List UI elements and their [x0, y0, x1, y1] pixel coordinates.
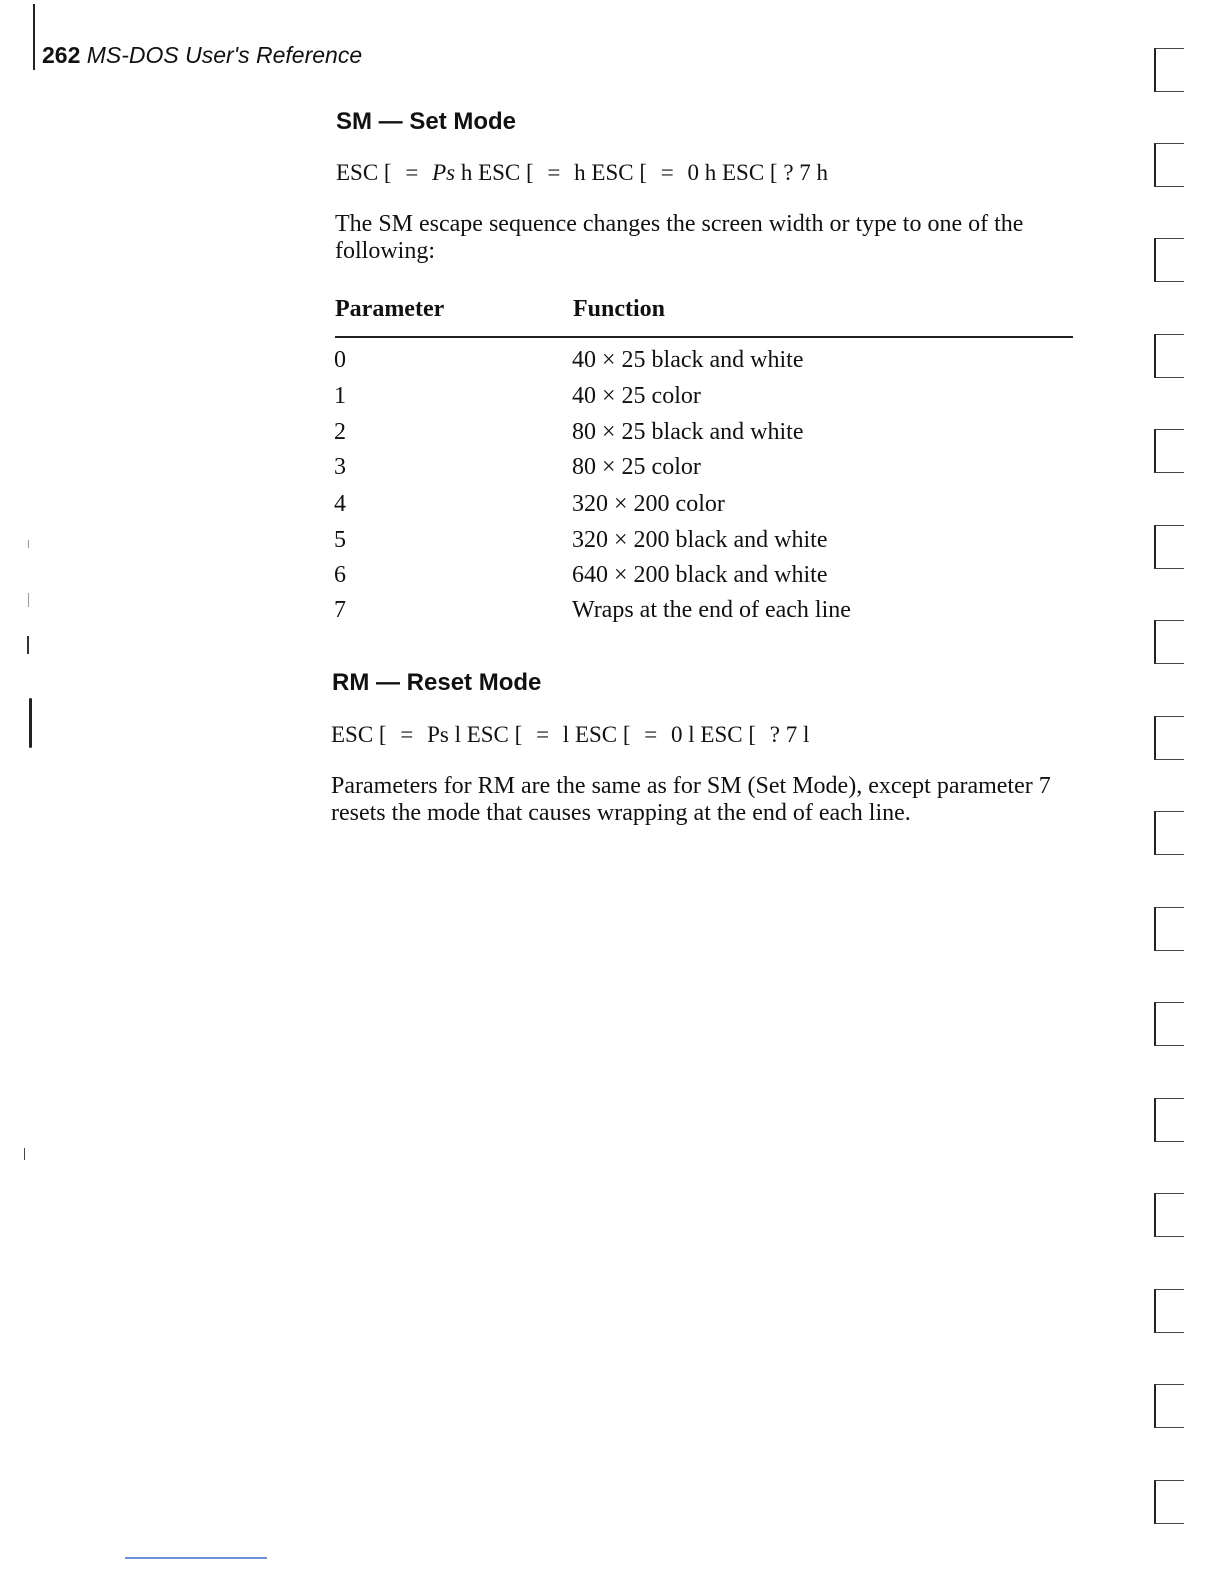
syntax-token: h — [574, 160, 586, 185]
syntax-token: = — [400, 722, 414, 747]
parameter-cell: 4 — [334, 491, 346, 517]
column-header-parameter: Parameter — [335, 296, 445, 322]
syntax-token: = — [536, 722, 550, 747]
syntax-token: Ps — [432, 160, 456, 185]
syntax-token: 0 h — [687, 160, 717, 185]
syntax-token: ESC [ — [721, 160, 778, 185]
rm-syntax — [331, 722, 809, 748]
scan-speck — [29, 698, 32, 748]
sm-syntax — [336, 160, 828, 186]
syntax-token: Ps l — [427, 722, 461, 747]
function-cell: 80 × 25 color — [572, 454, 701, 480]
binding-edge-line — [33, 4, 35, 70]
function-cell: 320 × 200 black and white — [572, 527, 828, 553]
parameter-cell: 1 — [334, 383, 346, 409]
syntax-token: ? 7 l — [769, 722, 810, 747]
syntax-token: ESC [ — [336, 160, 392, 185]
mode-table-header — [335, 296, 1073, 338]
index-tab-mark — [1154, 716, 1184, 760]
index-tab-mark — [1154, 238, 1184, 282]
index-tab-mark — [1154, 1193, 1184, 1237]
rm-heading: RM — Reset Mode — [332, 669, 542, 696]
index-tab-mark — [1154, 1384, 1184, 1428]
footer-rule — [125, 1557, 267, 1559]
syntax-token: h — [460, 160, 473, 185]
parameter-cell: 5 — [334, 527, 346, 553]
table-row — [334, 562, 1074, 592]
syntax-token: ESC [ — [574, 722, 631, 747]
syntax-token: = — [547, 160, 561, 185]
table-row — [334, 383, 1074, 413]
table-row — [334, 491, 1074, 521]
syntax-token: ESC [ — [591, 160, 647, 185]
sm-description: The SM escape sequence changes the screen width or type to one of the following: — [335, 211, 1024, 264]
column-header-function: Function — [573, 296, 666, 322]
function-cell: Wraps at the end of each line — [572, 597, 851, 623]
index-tab-mark — [1154, 1480, 1184, 1524]
index-tab-mark — [1154, 48, 1184, 92]
table-row — [334, 527, 1074, 557]
syntax-token: ESC [ — [331, 722, 387, 747]
parameter-cell: 7 — [334, 597, 346, 623]
scan-speck — [28, 540, 29, 548]
syntax-token: = — [660, 160, 674, 185]
syntax-token: = — [644, 722, 658, 747]
index-tab-mark — [1154, 143, 1184, 187]
parameter-cell: 2 — [334, 419, 346, 445]
index-tab-mark — [1154, 334, 1184, 378]
index-tab-mark — [1154, 1098, 1184, 1142]
syntax-token: ESC [ — [478, 160, 534, 185]
syntax-token: ESC [ — [700, 722, 756, 747]
running-title: MS-DOS User's Reference — [86, 42, 363, 68]
sm-heading: SM — Set Mode — [336, 108, 517, 135]
scan-speck — [28, 593, 29, 607]
function-cell: 320 × 200 color — [572, 491, 725, 517]
syntax-token: l — [562, 722, 570, 747]
page-header — [42, 42, 362, 69]
page-number: 262 — [42, 42, 81, 68]
scan-speck — [27, 636, 29, 654]
parameter-cell: 3 — [334, 454, 346, 480]
table-row — [334, 597, 1074, 627]
syntax-token: ? 7 h — [783, 160, 829, 185]
index-tab-mark — [1154, 1002, 1184, 1046]
function-cell: 80 × 25 black and white — [572, 419, 804, 445]
rm-description: Parameters for RM are the same as for SM (Set Mode), except parameter 7 resets the mode that causes wrapping at the end of each line. — [331, 773, 1051, 826]
function-cell: 40 × 25 black and white — [572, 347, 804, 373]
parameter-cell: 6 — [334, 562, 346, 588]
scan-speck — [24, 1148, 25, 1160]
function-cell: 640 × 200 black and white — [572, 562, 828, 588]
syntax-token: 0 l — [671, 722, 695, 747]
table-row — [334, 454, 1074, 484]
function-cell: 40 × 25 color — [572, 383, 701, 409]
parameter-cell: 0 — [334, 347, 346, 373]
index-tab-mark — [1154, 1289, 1184, 1333]
table-row — [334, 419, 1074, 449]
index-tab-mark — [1154, 620, 1184, 664]
syntax-token: ESC [ — [466, 722, 523, 747]
table-row — [334, 347, 1074, 377]
index-tab-mark — [1154, 525, 1184, 569]
index-tab-mark — [1154, 429, 1184, 473]
syntax-token: = — [405, 160, 419, 185]
index-tab-mark — [1154, 907, 1184, 951]
index-tab-mark — [1154, 811, 1184, 855]
